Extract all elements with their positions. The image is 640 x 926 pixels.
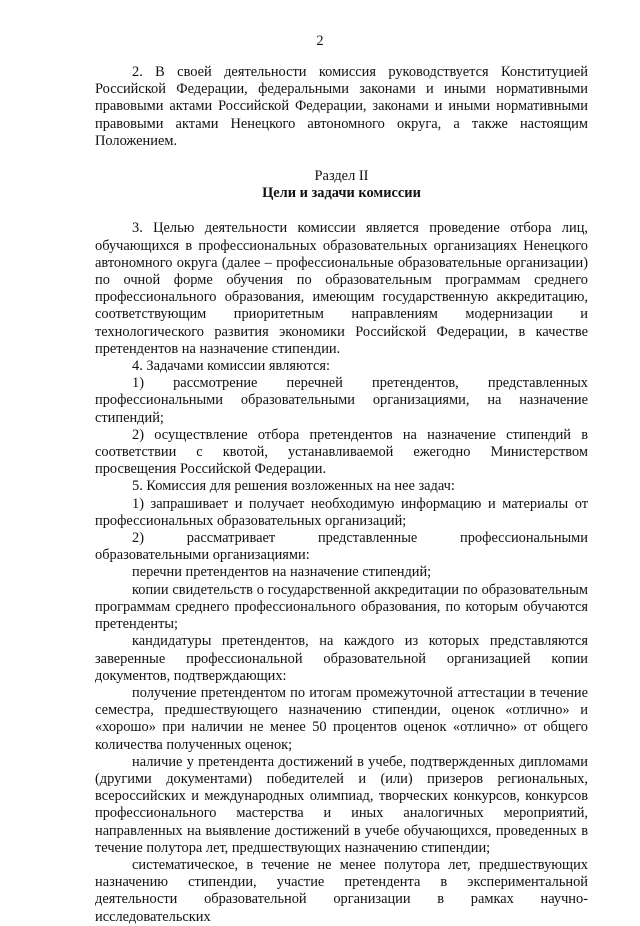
spacer [95, 202, 588, 220]
paragraph-2: 2. В своей деятельности комиссия руководствуется Конституцией Российской Федерации, федеральными законами и иными нормативными правовыми актами Российской Федерации, законами и иными нормативными правовыми актами Ненецкого автономного округа, а также настоящим Положением. [95, 64, 588, 149]
spacer [95, 150, 588, 168]
section-label: Раздел II [314, 168, 369, 185]
paragraph-4-item-2: 2) осуществление отбора претендентов на назначение стипендий в соответствии с квотой, устанавливаемой ежегодно Министерством просвещения Российской Федерации. [95, 426, 588, 478]
page-number: 2 [316, 33, 324, 49]
paragraph-4: 4. Задачами комиссии являются: [132, 358, 330, 375]
paragraph-5-item-2-b: копии свидетельств о государственной аккредитации по образовательным программам среднего профессионального образования, по которым обучаются претенденты; [95, 581, 588, 633]
paragraph-5-item-2-a: перечни претендентов на назначение стипендий; [132, 564, 432, 581]
section-title: Цели и задачи комиссии [262, 185, 421, 202]
paragraph-5-item-2-c-1: получение претендентом по итогам промежуточной аттестации в течение семестра, предшествующего назначению стипендии, оценок «отлично» и «хорошо» при наличии не менее 50 процентов оценок «отлично» от общего количества полученных оценок; [95, 684, 588, 753]
document-body [95, 64, 588, 926]
paragraph-5-item-2: 2) рассматривает представленные профессиональными образовательными организациями: [95, 530, 588, 564]
paragraph-5: 5. Комиссия для решения возложенных на нее задач: [132, 478, 455, 495]
paragraph-5-item-2-c-2: наличие у претендента достижений в учебе, подтвержденных дипломами (другими документами) победителей и (или) призеров региональных, всероссийских и международных олимпиад, творческих конкурсов, конкурсов профессионального мастерства и иных аналогичных мероприятий, направленных на выявление достижений в учебе обучающихся, проведенных в течение полутора лет, предшествующих назначению стипендии; [95, 753, 588, 856]
paragraph-4-item-1: 1) рассмотрение перечней претендентов, представленных профессиональными образовательными организациями, на назначение стипендий; [95, 375, 588, 426]
paragraph-3: 3. Целью деятельности комиссии является проведение отбора лиц, обучающихся в профессиональных образовательных организациях Ненецкого автономного округа (далее – профессиональные образовательные организации) по очной форме обучения по образовательным программам среднего профессионального образования, имеющим государственную аккредитацию, соответствующим приоритетным направлениям модернизации и технологического развития экономики Российской Федерации, в качестве претендентов на назначение стипендии. [95, 220, 588, 357]
paragraph-5-item-1: 1) запрашивает и получает необходимую информацию и материалы от профессиональных образовательных организаций; [95, 495, 588, 529]
paragraph-5-item-2-c: кандидатуры претендентов, на каждого из которых представляются заверенные профессиональной образовательной организацией копии документов, подтверждающих: [95, 633, 588, 684]
paragraph-5-item-2-c-3: систематическое, в течение не менее полутора лет, предшествующих назначению стипендии, участие претендента в экспериментальной деятельности образовательной организации в рамках научно-исследовательских [95, 856, 588, 925]
